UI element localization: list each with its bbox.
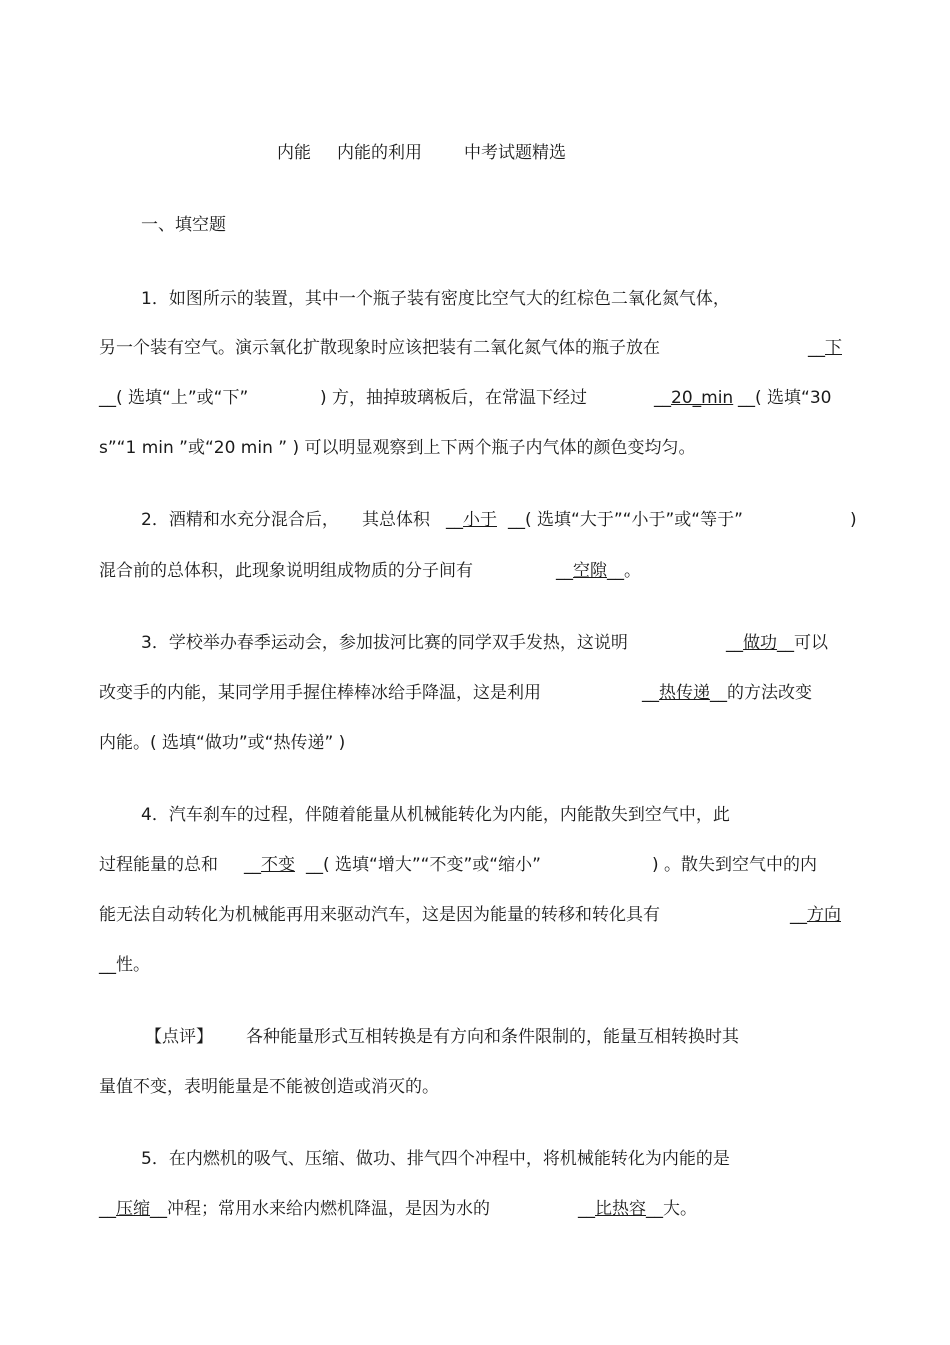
q1-line-4: s”“1 min ”或“20 min ” ) 可以明显观察到上下两个瓶子内气体的颜色变均匀。 [99,438,696,458]
comment-line-2: 量值不变，表明能量是不能被创造或消灭的。 [99,1077,439,1097]
q1-line-3a: __( 选填“上”或“下” [99,388,249,408]
q3-answer-1-text: 做功 [743,633,777,653]
q3-line-1a: 3．学校举办春季运动会，参加拔河比赛的同学双手发热，这说明 [141,633,628,653]
q5-answer-2: __比热容__大。 [578,1199,697,1219]
title-part-3: 中考试题精选 [464,143,566,163]
title-part-2: 内能的利用 [337,143,422,163]
q4-answer-1: __不变 [244,855,295,875]
q5-answer-1: __压缩__冲程；常用水来给内燃机降温，是因为水的 [99,1199,490,1219]
q4-line-1: 4．汽车刹车的过程，伴随着能量从机械能转化为内能，内能散失到空气中，此 [141,805,730,825]
q1-line-1: 1．如图所示的装置，其中一个瓶子装有密度比空气大的红棕色二氧化氮气体， [141,289,730,309]
q3-answer-2-text: 热传递 [659,683,710,703]
q2-line-2a: 混合前的总体积，此现象说明组成物质的分子间有 [99,561,473,581]
q2-line-1b: 其总体积 [362,510,430,530]
q3-answer-2: __热传递__的方法改变 [642,683,812,703]
q4-answer-2-text: 方向 [807,905,841,925]
q4-line-2d: ) 。散失到空气中的内 [652,855,818,875]
q1-line-3b: ) 方，抽掉玻璃板后，在常温下经过 [320,388,588,408]
page-title [277,141,566,165]
q5-line-1: 5．在内燃机的吸气、压缩、做功、排气四个冲程中，将机械能转化为内能的是 [141,1149,730,1169]
q1-answer-1-text: 下 [825,338,842,358]
q3-line-2a: 改变手的内能，某同学用手握住棒棒冰给手降温，这是利用 [99,683,541,703]
title-part-1: 内能 [277,143,311,163]
comment-label: 【点评】 [145,1027,213,1047]
q5-answer-2-text: 比热容 [595,1199,646,1219]
q1-line-2: 另一个装有空气。演示氧化扩散现象时应该把装有二氧化氮气体的瓶子放在 [99,338,660,358]
q4-line-3a: 能无法自动转化为机械能再用来驱动汽车，这是因为能量的转移和转化具有 [99,905,660,925]
q4-line-2c: __( 选填“增大”“不变”或“缩小” [306,855,541,875]
q1-answer-1: __下 [808,338,842,358]
q4-answer-2: __方向 [790,905,841,925]
q2-line-1a: 2．酒精和水充分混合后， [141,510,339,530]
q2-answer-2: __空隙__。 [556,561,641,581]
section-heading: 一、填空题 [141,215,226,235]
q3-line-3: 内能。( 选填“做功”或“热传递” ) [99,733,346,753]
q1-answer-2-text: 20_min [671,388,734,408]
q1-line-3d: __( 选填“30 [738,388,832,408]
q3-answer-1: __做功__可以 [726,633,828,653]
q2-line-1d: __( 选填“大于”“小于”或“等于” [508,510,743,530]
q1-answer-2: __20_min [654,388,734,408]
q2-answer-1: __小于 [446,510,497,530]
q4-answer-1-text: 不变 [261,855,295,875]
comment-line-1: 各种能量形式互相转换是有方向和条件限制的，能量互相转换时其 [246,1027,739,1047]
q2-line-1e: ) [850,510,857,530]
q2-answer-1-text: 小于 [463,510,497,530]
q5-answer-1-text: 压缩 [116,1199,150,1219]
q2-answer-2-text: 空隙 [573,561,607,581]
q4-line-2a: 过程能量的总和 [99,855,218,875]
q4-line-4: __性。 [99,955,150,975]
